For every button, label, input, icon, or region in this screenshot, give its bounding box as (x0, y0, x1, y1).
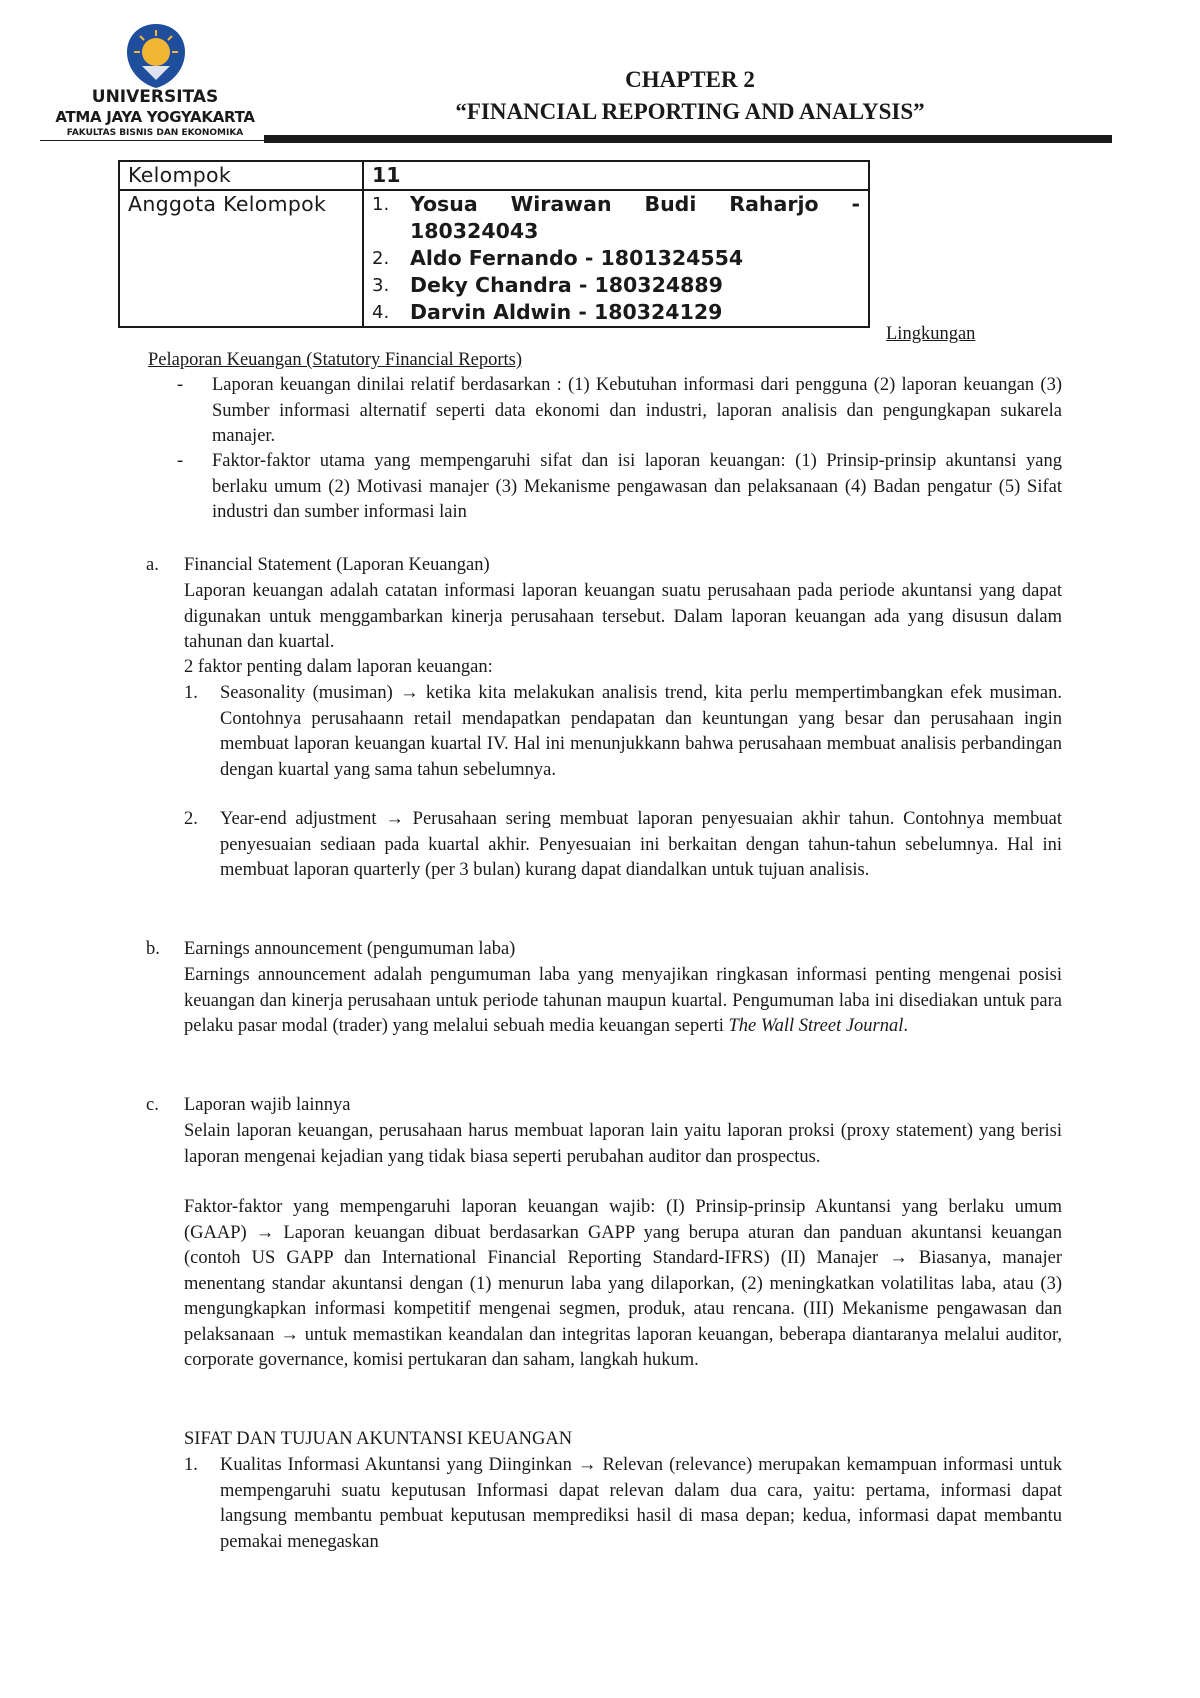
member-item: 1. Yosua Wirawan Budi Raharjo - 180324043 (372, 192, 860, 243)
section-a-item-1: Seasonality (musiman) → ketika kita melakukan analisis trend, kita perlu mempertimbangkan efek musiman. Contohnya perusahaann retail mendapatkan pendapatan dan keuntungan yang besar dan perusahaan ingin membuat laporan keuangan kuartal IV. Hal ini menunjukkann bahwa perusahaan membuat analisis perbandingan dengan kuartal yang sama tahun sebelumnya. (220, 683, 1062, 780)
bullet-dash: - (177, 375, 184, 395)
member-name: Yosua Wirawan Budi Raharjo - 180324043 (410, 192, 860, 243)
section-b-body (184, 963, 1062, 1040)
section-b-title: Earnings announcement (pengumuman laba) (184, 939, 516, 959)
section-b-italic: The Wall Street Journal (728, 1016, 904, 1036)
member-name: Deky Chandra - 180324889 (410, 273, 723, 297)
members-label (119, 190, 363, 327)
env-bullet-2: Faktor-faktor utama yang mempengaruhi sifat dan isi laporan keuangan: (1) Prinsip-prinsip akuntansi yang berlaku umum (2) Motivasi manajer (3) Mekanisme pengawasan dan pelaksanaan (4) Badan pengatur (5) Sifat industri dan sumber informasi lain (212, 451, 1062, 522)
bullet-dash: - (177, 451, 184, 471)
university-name-line1: UNIVERSITAS (91, 87, 219, 107)
section-b-end: . (903, 1016, 909, 1036)
section-c-title: Laporan wajib lainnya (184, 1095, 351, 1115)
section-b-marker: b. (146, 939, 160, 959)
env-bullet-1: Laporan keuangan dinilai relatif berdasarkan : (1) Kebutuhan informasi dari pengguna (2) laporan keuangan (3) Sumber informasi alternatif seperti data ekonomi dan industri, laporan analisis dan pengungkapan sukarela manajer. (212, 375, 1062, 446)
group-table (118, 160, 870, 328)
section-c-marker: c. (146, 1095, 159, 1115)
group-label: Kelompok (119, 161, 363, 190)
sifat-item-1: Kualitas Informasi Akuntansi yang Diinginkan → Relevan (relevance) merupakan kemampuan informasi untuk mempengaruhi suatu keputusan Informasi dapat relevan dalam dua cara, yaitu: pertama, informasi dapat langsung membantu pembuat keputusan memprediksi hasil di masa depan; kedua, informasi dapat membantu pemakai menegaskan (220, 1455, 1062, 1552)
header-rule-thin (40, 140, 264, 141)
list-number: 2. (184, 809, 198, 829)
faculty-name: FAKULTAS BISNIS DAN EKONOMIKA (66, 128, 244, 138)
section-a-title: Financial Statement (Laporan Keuangan) (184, 555, 490, 575)
header-rule (264, 135, 1112, 143)
section-heading-part2: Pelaporan Keuangan (Statutory Financial Reports) (148, 350, 523, 370)
member-item: 4. Darvin Aldwin - 180324129 (372, 300, 723, 324)
chapter-title: “FINANCIAL REPORTING AND ANALYSIS” (455, 99, 925, 124)
list-number: 1. (184, 1455, 198, 1475)
section-a-item-2: Year-end adjustment → Perusahaan sering membuat laporan penyesuaian akhir tahun. Contohnya membuat penyesuaian sediaan pada kuartal akhir. Penyesuaian ini berkaitan dengan tahun-tahun sebelumnya. Hal ini membuat laporan quarterly (per 3 bulan) kurang dapat diandalkan untuk tujuan analisis. (220, 809, 1062, 880)
group-value: 11 (363, 161, 869, 190)
section-a-subintro: 2 faktor penting dalam laporan keuangan: (184, 657, 493, 677)
section-c-body-2: Faktor-faktor yang mempengaruhi laporan keuangan wajib: (I) Prinsip-prinsip Akuntansi yang berlaku umum (GAAP) → Laporan keuangan dibuat berdasarkan GAPP yang berupa aturan dan panduan akuntansi keuangan (contoh US GAPP dan International Financial Reporting Standard-IFRS) (II) Manajer → Biasanya, manajer menentang standar akuntansi dengan (1) menurun laba yang dilaporkan, (2) meningkatkan volatilitas laba, atau (3) mengungkapkan informasi kompetitif mengenai segmen, produk, atau rencana. (III) Mekanisme pengawasan dan pelaksanaan → untuk memastikan keandalan dan integritas laporan keuangan, beberapa diantaranya melalui auditor, corporate governance, komisi pertukaran dan saham, langkah hukum. (184, 1197, 1062, 1370)
members-row (119, 190, 869, 327)
university-name-line2: ATMA JAYA YOGYAKARTA (55, 108, 255, 126)
member-item: 3. Deky Chandra - 180324889 (372, 273, 723, 297)
members-list (372, 191, 860, 326)
section-a-marker: a. (146, 555, 159, 575)
section-heading-part1: Lingkungan (886, 324, 976, 344)
group-row (119, 161, 869, 190)
members-list-cell (363, 190, 869, 327)
sifat-heading: SIFAT DAN TUJUAN AKUNTANSI KEUANGAN (184, 1429, 573, 1449)
member-name: Darvin Aldwin - 180324129 (410, 300, 723, 324)
members-label-text: Anggota Kelompok (128, 192, 327, 216)
member-item: 2. Aldo Fernando - 1801324554 (372, 246, 744, 270)
chapter-number: CHAPTER 2 (625, 67, 755, 92)
member-name: Aldo Fernando - 1801324554 (410, 246, 744, 270)
shield-emblem-icon (125, 22, 187, 90)
list-number: 1. (184, 683, 198, 703)
section-b-text: Earnings announcement adalah pengumuman laba yang menyajikan ringkasan informasi penting mengenai posisi keuangan dan kinerja perusahaan untuk periode tahunan maupun kuartal. Pengumuman laba ini disediakan untuk para pelaku pasar modal (trader) yang melalui sebuah media keuangan seperti (184, 965, 1062, 1036)
section-a-body: Laporan keuangan adalah catatan informasi laporan keuangan suatu perusahaan pada periode akuntansi yang dapat digunakan untuk menggambarkan kinerja perusahaan tersebut. Dalam laporan keuangan ada yang disusun dalam tahunan dan kuartal. (184, 581, 1062, 652)
section-c-body-1: Selain laporan keuangan, perusahaan harus membuat laporan lain yaitu laporan proksi (proxy statement) yang berisi laporan mengenai kejadian yang tidak biasa seperti perubahan auditor dan prospectus. (184, 1121, 1062, 1167)
